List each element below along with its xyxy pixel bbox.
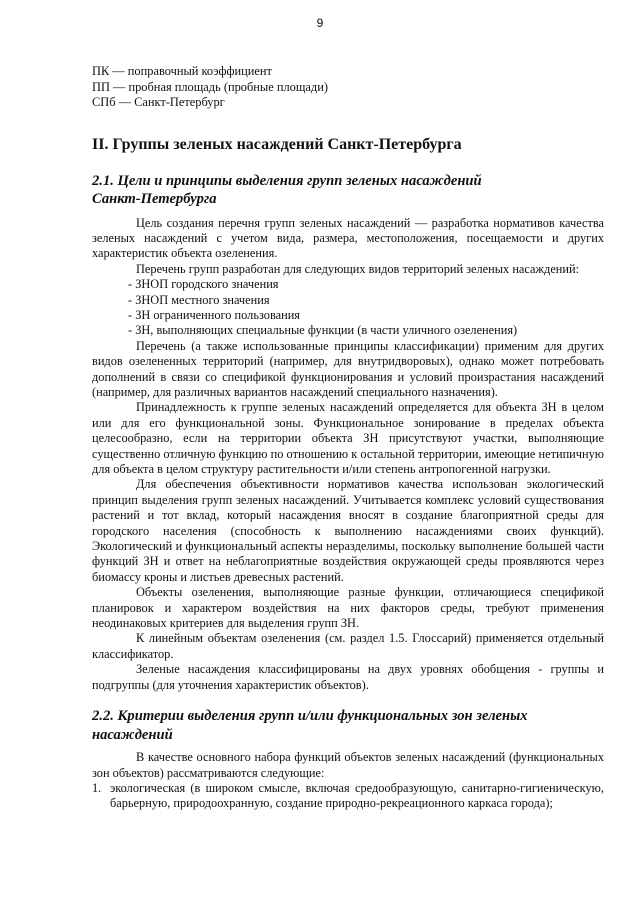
subsection-title-2-1 [92, 172, 604, 209]
list-item: - ЗН, выполняющих специальные функции (в части уличного озеленения) [128, 323, 518, 338]
subsection-title-line: насаждений [92, 726, 173, 743]
paragraph: Принадлежность к группе зеленых насаждений определяется для объекта ЗН в целом или для его функциональной зоны. Функциональное зонирование в пределах объекта целесообразно, если на территории объекта ЗН присутствуют участки, выполняющие существенно отличную функцию по отношению к остальной территории, имеющие нетипичную для объекта в целом структуру растительности и/или степень антропогенной нагрузки. [92, 400, 604, 476]
subsection-title-line: Санкт-Петербурга [92, 191, 217, 207]
paragraph: В качестве основного набора функций объектов зеленых насаждений (функциональных зон объектов) рассматриваются следующие: [92, 750, 604, 780]
abbreviation-item: СПб — Санкт-Петербург [92, 95, 225, 109]
abbreviation-item: ПК — поправочный коэффициент [92, 64, 272, 78]
paragraph: Цель создания перечня групп зеленых насаждений — разработка нормативов качества зеленых насаждений с учетом вида, размера, местоположения, посещаемости и других характеристик объекта озеленения. [92, 215, 604, 261]
list-item-text: экологическая (в широком смысле, включая средообразующую, санитарно-гигиеническую, барьерную, природоохранную, создание природно-рекреационного каркаса города); [110, 780, 604, 811]
list-item-number: 1. [92, 780, 102, 795]
subsection-body-2-1 [92, 216, 604, 694]
subsection-body-2-2 [92, 750, 604, 812]
list-item: - ЗНОП городского значения [128, 277, 279, 292]
paragraph: Перечень групп разработан для следующих видов территорий зеленых насаждений: [136, 261, 580, 276]
territory-list [92, 277, 604, 339]
subsection-title-line: 2.2. Критерии выделения групп и/или функциональных зон зеленых [92, 708, 528, 725]
subsection-title-line: 2.1. Цели и принципы выделения групп зеленых насаждений [92, 172, 482, 189]
paragraph: Перечень (а также использованные принципы классификации) применим для других видов озелененных территорий (например, для внутридворовых), однако может потребовать дополнений в связи со спецификой функционирования и условий произрастания насаждений (например, для различных вариантов насаждений специального назначения). [92, 338, 604, 399]
section-title: II. Группы зеленых насаждений Санкт-Петербурга [92, 135, 462, 153]
list-item [92, 781, 604, 812]
function-list [92, 781, 604, 812]
paragraph: К линейным объектам озеленения (см. раздел 1.5. Глоссарий) применяется отдельный классификатор. [92, 631, 604, 661]
abbreviation-list [92, 64, 604, 111]
page-number: 9 [316, 16, 324, 30]
subsection-title-2-2 [92, 707, 604, 744]
paragraph: Для обеспечения объективности нормативов качества использован экологический принцип выделения групп зеленых насаждений. Учитывается комплекс условий существования растений и тот вклад, который насаждения вносят в создание благоприятной среды для городского населения (способность к выполнению насаждениями своих функций). Экологический и функциональный аспекты неразделимы, поскольку выполнение большей части функций ЗН и ответ на неблагоприятные воздействия окружающей среды проявляются через биомассу кроны и листьев древесных растений. [92, 477, 604, 584]
paragraph: Объекты озеленения, выполняющие разные функции, отличающиеся спецификой планировок и характером воздействия на них факторов среды, требуют применения неодинаковых критериев для выделения групп ЗН. [92, 585, 604, 631]
paragraph: Зеленые насаждения классифицированы на двух уровнях обобщения - группы и подгруппы (для уточнения характеристик объектов). [92, 662, 604, 692]
list-item: - ЗНОП местного значения [128, 292, 270, 307]
list-item: - ЗН ограниченного пользования [128, 307, 300, 322]
abbreviation-item: ПП — пробная площадь (пробные площади) [92, 79, 328, 94]
